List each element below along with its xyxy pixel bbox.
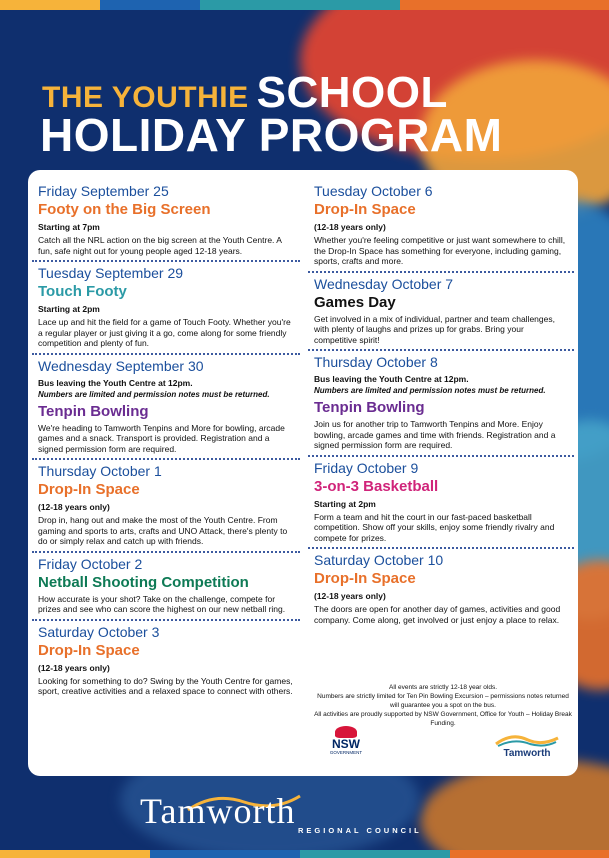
event-date: Friday September 25 bbox=[38, 183, 169, 199]
disclaimer-line-1: All events are strictly 12-18 year olds. bbox=[388, 684, 498, 691]
event-name: Netball Shooting Competition bbox=[38, 573, 249, 591]
event-description: The doors are open for another day of games, activities and good company. Come along, get involved or just enjoy a place to relax. bbox=[314, 604, 561, 625]
event-note: Numbers are limited and permission notes must be returned. bbox=[38, 389, 270, 399]
event-netball bbox=[32, 551, 300, 615]
event-date: Saturday October 10 bbox=[314, 552, 444, 568]
event-age: (12-18 years only) bbox=[314, 222, 386, 232]
event-footy-big-screen bbox=[32, 182, 300, 256]
event-touch-footy bbox=[32, 260, 300, 349]
tamworth-small-logo bbox=[492, 730, 562, 766]
tamworth-logo-word: Tamworth bbox=[140, 791, 296, 831]
event-bus-info: Bus leaving the Youth Centre at 12pm. bbox=[38, 377, 193, 388]
event-time: Starting at 7pm bbox=[38, 222, 100, 232]
event-drop-in-oct1 bbox=[32, 458, 300, 547]
tamworth-regional-council-logo bbox=[140, 790, 480, 840]
event-date: Wednesday October 7 bbox=[314, 275, 454, 292]
nsw-logo-text: NSW bbox=[332, 737, 360, 751]
event-description: Catch all the NRL action on the big screen at the Youth Centre. A fun, safe night out for young people aged 12-18 years. bbox=[38, 235, 282, 256]
tamworth-small-logo-text: Tamworth bbox=[503, 748, 551, 759]
event-name: 3-on-3 Basketball bbox=[314, 477, 439, 495]
nsw-logo-subtext: GOVERNMENT bbox=[329, 750, 363, 755]
event-age: (12-18 years only) bbox=[314, 591, 386, 601]
event-note: Numbers are limited and permission notes must be returned. bbox=[314, 386, 546, 395]
event-age: (12-18 years only) bbox=[38, 662, 110, 673]
bottom-color-bar bbox=[0, 850, 609, 858]
event-date: Wednesday September 30 bbox=[38, 357, 204, 374]
event-drop-in-oct6 bbox=[308, 182, 574, 267]
tamworth-swoosh-icon bbox=[492, 730, 562, 748]
event-description: How accurate is your shot? Take on the challenge, compete for prizes and see who can score the highest on our new netball ring. bbox=[38, 593, 286, 614]
event-name: Drop-In Space bbox=[314, 201, 416, 218]
event-name: Tenpin Bowling bbox=[38, 402, 149, 420]
disclaimer-line-3: All activities are proudly supported by NSW Government, Office for Youth – Holiday Break Funding. bbox=[314, 711, 572, 727]
event-basketball bbox=[308, 455, 574, 544]
title-line-2: HOLIDAY PROGRAM bbox=[40, 109, 503, 161]
disclaimer-line-2: Numbers are strictly limited for Ten Pin Bowling Excursion – permissions notes returned will guarantee you a spot on the bus. bbox=[317, 693, 569, 709]
event-age: (12-18 years only) bbox=[38, 502, 110, 512]
event-name: Games Day bbox=[314, 293, 396, 311]
event-date: Tuesday September 29 bbox=[38, 265, 184, 281]
nsw-government-logo bbox=[326, 726, 366, 766]
title-part-1: THE YOUTHIE bbox=[42, 81, 249, 114]
top-color-bar bbox=[0, 0, 609, 10]
event-description: Get involved in a mix of individual, partner and team challenges, with plenty of laughs and prizes up for grabs. Bring your competitive spirit! bbox=[314, 313, 555, 345]
regional-council-text: REGIONAL COUNCIL bbox=[298, 826, 422, 835]
event-description: Looking for something to do? Swing by the Youth Centre for games, sport, creative activities and a relaxed space to connect with others. bbox=[38, 675, 293, 696]
event-drop-in-oct3 bbox=[32, 619, 300, 697]
event-date: Friday October 9 bbox=[314, 459, 419, 476]
event-description: Join us for another trip to Tamworth Tenpins and More. Enjoy bowling, arcade games and time with friends. Registration and a signed permission form are required. bbox=[314, 419, 556, 450]
event-tenpin-bowling-1 bbox=[32, 353, 300, 455]
title-part-2: SCHOOL bbox=[256, 68, 448, 117]
event-name: Touch Footy bbox=[38, 283, 127, 300]
event-description: Form a team and hit the court in our fast-paced basketball competition. Show off your skills, enjoy some friendly rivalry and compete for prizes. bbox=[314, 511, 555, 543]
event-tenpin-bowling-2 bbox=[308, 349, 574, 451]
event-name: Tenpin Bowling bbox=[314, 399, 425, 416]
event-date: Saturday October 3 bbox=[38, 623, 160, 640]
event-time: Starting at 2pm bbox=[314, 498, 376, 509]
disclaimer bbox=[312, 683, 574, 728]
event-name: Drop-In Space bbox=[314, 570, 416, 587]
event-description: Lace up and hit the field for a game of Touch Footy. Whether you're a regular player or just giving it a go, come along for some friendly competition and plenty of fun. bbox=[38, 317, 291, 348]
event-bus-info: Bus leaving the Youth Centre at 12pm. bbox=[314, 374, 469, 384]
right-column bbox=[308, 180, 574, 629]
event-date: Friday October 2 bbox=[38, 555, 143, 572]
event-description: We're heading to Tamworth Tenpins and More for bowling, arcade games and a snack. Transport is provided. Registration and a signed permission form are required. bbox=[38, 422, 285, 454]
event-name: Footy on the Big Screen bbox=[38, 201, 211, 218]
event-name: Drop-In Space bbox=[38, 481, 140, 498]
event-date: Thursday October 1 bbox=[38, 463, 162, 479]
event-games-day bbox=[308, 271, 574, 346]
event-description: Drop in, hang out and make the most of the Youth Centre. From gaming and sports to arts, crafts and UNO Attack, there's plenty to do or simply relax and catch up with friends. bbox=[38, 515, 288, 546]
event-name: Drop-In Space bbox=[38, 641, 140, 659]
event-date: Tuesday October 6 bbox=[314, 183, 433, 199]
event-drop-in-oct10 bbox=[308, 547, 574, 625]
event-time: Starting at 2pm bbox=[38, 304, 100, 314]
event-description: Whether you're feeling competitive or just want somewhere to chill, the Drop-In Space has something for everyone, including gaming, sports, crafts and more. bbox=[314, 235, 566, 266]
left-column bbox=[32, 180, 300, 701]
event-date: Thursday October 8 bbox=[314, 354, 438, 370]
